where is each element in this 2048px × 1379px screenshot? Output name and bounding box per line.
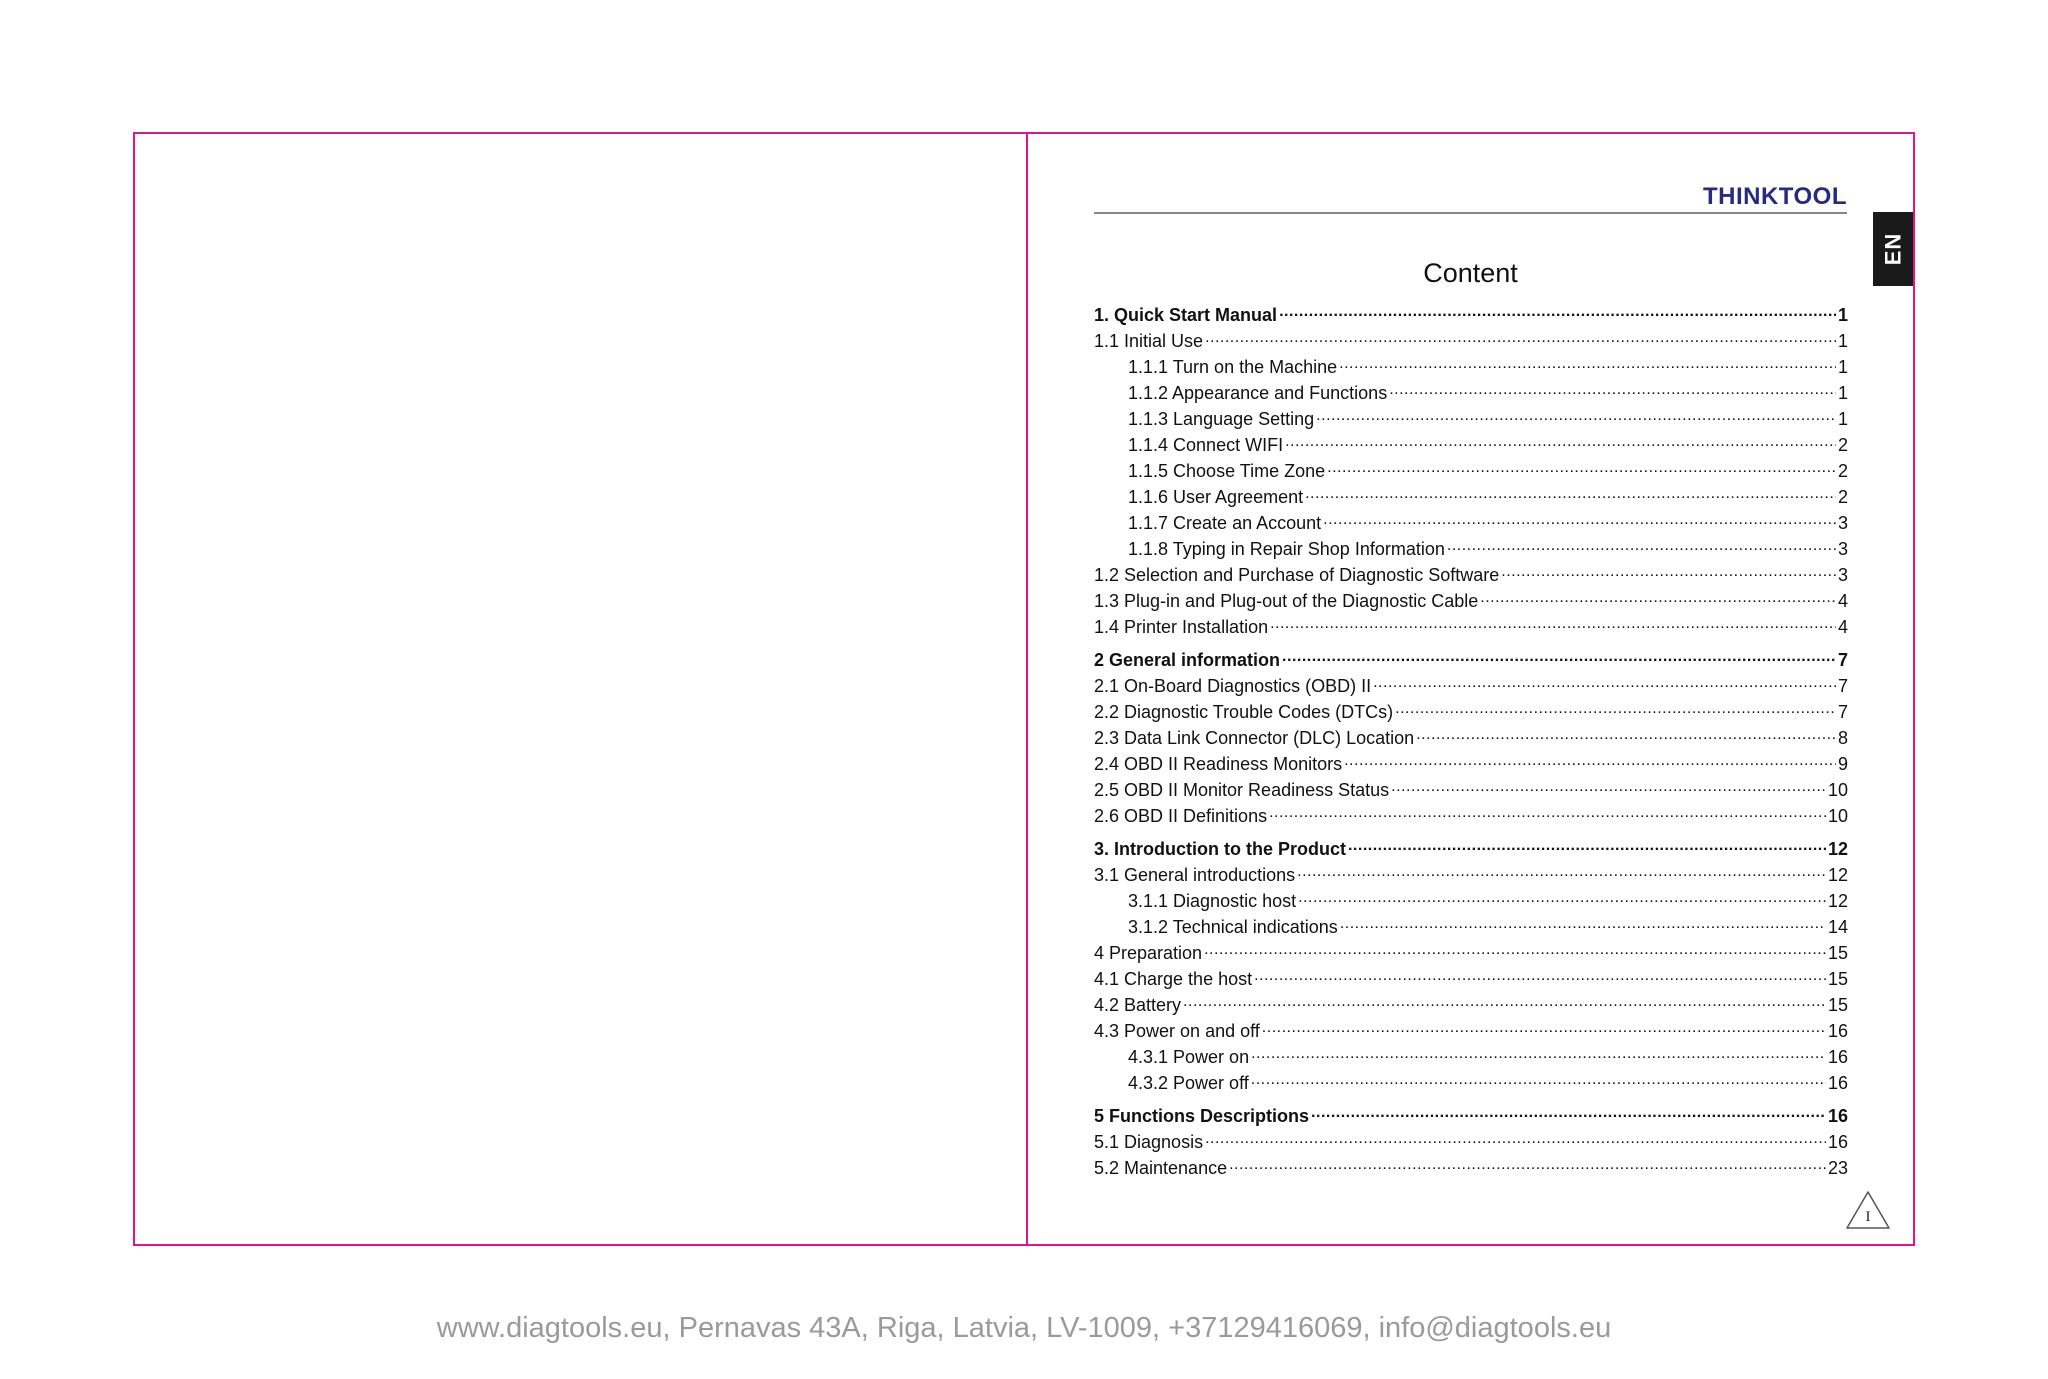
toc-dot-leader (1395, 697, 1836, 723)
toc-entry[interactable] (1094, 430, 1848, 456)
toc-entry[interactable] (1094, 1101, 1848, 1127)
toc-dot-leader (1344, 749, 1836, 775)
toc-entry[interactable] (1094, 1068, 1848, 1094)
toc-entry-label: 1.1.5 Choose Time Zone (1128, 461, 1326, 481)
toc-entry[interactable] (1094, 1153, 1848, 1179)
toc-entry-label: 1.1.8 Typing in Repair Shop Information (1128, 539, 1445, 559)
toc-entry[interactable] (1094, 671, 1848, 697)
toc-dot-leader (1447, 534, 1836, 560)
toc-entry-page: 2 (1837, 461, 1848, 481)
toc-entry-page: 15 (1827, 995, 1848, 1015)
toc-entry-label: 4.2 Battery (1094, 995, 1182, 1015)
toc-entry-page: 7 (1837, 650, 1848, 670)
footer-contact: www.diagtools.eu, Pernavas 43A, Riga, Latvia, LV-1009, +37129416069, info@diagtools.eu (436, 1312, 1612, 1344)
toc-entry-page: 15 (1827, 969, 1848, 989)
toc-entry-label: 2.1 On-Board Diagnostics (OBD) II (1094, 676, 1372, 696)
toc-entry-page: 3 (1837, 565, 1848, 585)
toc-entry-label: 5.1 Diagnosis (1094, 1132, 1204, 1152)
toc-entry-page: 16 (1827, 1132, 1848, 1152)
toc-dot-leader (1298, 886, 1826, 912)
toc-dot-leader (1205, 326, 1836, 352)
toc-entry-page: 16 (1827, 1047, 1848, 1067)
toc-dot-leader (1311, 1101, 1826, 1127)
toc-entry[interactable] (1094, 560, 1848, 586)
toc-entry[interactable] (1094, 1016, 1848, 1042)
toc-entry-label: 4.1 Charge the host (1094, 969, 1253, 989)
toc-entry[interactable] (1094, 300, 1848, 326)
toc-dot-leader (1205, 1127, 1826, 1153)
toc-entry-label: 5 Functions Descriptions (1094, 1106, 1310, 1126)
toc-entry[interactable] (1094, 508, 1848, 534)
toc-dot-leader (1282, 645, 1836, 671)
toc-dot-leader (1279, 300, 1836, 326)
toc-entry-page: 15 (1827, 943, 1848, 963)
toc-entry-label: 1.1.2 Appearance and Functions (1128, 383, 1388, 403)
toc-entry-page: 4 (1837, 617, 1848, 637)
toc-dot-leader (1262, 1016, 1826, 1042)
toc-entry[interactable] (1094, 326, 1848, 352)
toc-entry-label: 1. Quick Start Manual (1094, 305, 1278, 325)
toc-entry-page: 1 (1837, 383, 1848, 403)
language-tab (1873, 212, 1913, 286)
toc-entry-label: 3.1.1 Diagnostic host (1128, 891, 1297, 911)
language-tab-label: EN (1880, 232, 1905, 266)
toc-entry-label: 5.2 Maintenance (1094, 1158, 1228, 1178)
toc-entry[interactable] (1094, 378, 1848, 404)
toc-entry-page: 16 (1827, 1073, 1848, 1093)
toc-entry[interactable] (1094, 775, 1848, 801)
toc-entry-label: 1.4 Printer Installation (1094, 617, 1269, 637)
toc-entry[interactable] (1094, 964, 1848, 990)
toc-entry-label: 1.1.3 Language Setting (1128, 409, 1315, 429)
table-of-contents (1094, 300, 1848, 1179)
toc-entry-label: 3.1.2 Technical indications (1128, 917, 1338, 937)
toc-entry[interactable] (1094, 612, 1848, 638)
toc-dot-leader (1270, 612, 1836, 638)
toc-entry-page: 12 (1827, 865, 1848, 885)
toc-entry-label: 2.6 OBD II Definitions (1094, 806, 1268, 826)
toc-entry-page: 10 (1827, 806, 1848, 826)
toc-entry[interactable] (1094, 534, 1848, 560)
toc-entry[interactable] (1094, 938, 1848, 964)
manual-spread (133, 132, 1915, 1246)
toc-dot-leader (1269, 801, 1826, 827)
toc-entry-label: 2.3 Data Link Connector (DLC) Location (1094, 728, 1415, 748)
toc-entry[interactable] (1094, 834, 1848, 860)
toc-entry[interactable] (1094, 886, 1848, 912)
toc-entry-label: 3.1 General introductions (1094, 865, 1296, 885)
toc-entry[interactable] (1094, 697, 1848, 723)
toc-dot-leader (1480, 586, 1836, 612)
toc-entry-page: 8 (1837, 728, 1848, 748)
toc-entry[interactable] (1094, 1042, 1848, 1068)
toc-entry-label: 2 General information (1094, 650, 1281, 670)
toc-dot-leader (1229, 1153, 1826, 1179)
toc-dot-leader (1327, 456, 1836, 482)
toc-dot-leader (1323, 508, 1836, 534)
toc-entry[interactable] (1094, 482, 1848, 508)
toc-dot-leader (1183, 990, 1826, 1016)
toc-dot-leader (1391, 775, 1826, 801)
toc-entry-label: 4 Preparation (1094, 943, 1203, 963)
toc-entry-page: 2 (1837, 487, 1848, 507)
toc-entry[interactable] (1094, 990, 1848, 1016)
toc-entry[interactable] (1094, 912, 1848, 938)
toc-entry-label: 1.1.6 User Agreement (1128, 487, 1304, 507)
toc-entry[interactable] (1094, 801, 1848, 827)
toc-entry-page: 14 (1827, 917, 1848, 937)
toc-entry-page: 12 (1827, 839, 1848, 859)
toc-entry-label: 1.2 Selection and Purchase of Diagnostic Software (1094, 565, 1500, 585)
page-number-badge (1845, 1190, 1891, 1230)
toc-entry-label: 2.4 OBD II Readiness Monitors (1094, 754, 1343, 774)
toc-entry[interactable] (1094, 749, 1848, 775)
toc-entry-page: 7 (1837, 702, 1848, 722)
toc-entry-page: 4 (1837, 591, 1848, 611)
toc-entry-label: 1.1.4 Connect WIFI (1128, 435, 1284, 455)
toc-entry-label: 1.1 Initial Use (1094, 331, 1204, 351)
toc-entry-page: 7 (1837, 676, 1848, 696)
toc-dot-leader (1254, 964, 1826, 990)
toc-entry-label: 4.3 Power on and off (1094, 1021, 1260, 1041)
toc-dot-leader (1373, 671, 1836, 697)
toc-entry-page: 16 (1827, 1021, 1848, 1041)
toc-entry-label: 4.3.2 Power off (1128, 1073, 1249, 1093)
toc-dot-leader (1501, 560, 1836, 586)
toc-entry-page: 1 (1837, 357, 1848, 377)
toc-entry-page: 23 (1827, 1158, 1848, 1178)
toc-entry[interactable] (1094, 352, 1848, 378)
toc-dot-leader (1389, 378, 1836, 404)
toc-dot-leader (1285, 430, 1836, 456)
toc-entry-label: 1.1.1 Turn on the Machine (1128, 357, 1338, 377)
toc-entry-label: 2.5 OBD II Monitor Readiness Status (1094, 780, 1390, 800)
toc-entry-page: 1 (1837, 409, 1848, 429)
toc-entry[interactable] (1094, 586, 1848, 612)
toc-entry[interactable] (1094, 860, 1848, 886)
toc-entry[interactable] (1094, 404, 1848, 430)
brand-logo: THINKTOOL (1702, 183, 1847, 210)
header-rule (1094, 212, 1847, 214)
toc-entry[interactable] (1094, 456, 1848, 482)
toc-dot-leader (1339, 352, 1836, 378)
toc-dot-leader (1204, 938, 1826, 964)
page-number: I (1865, 1209, 1871, 1225)
toc-entry[interactable] (1094, 723, 1848, 749)
toc-entry-page: 1 (1837, 331, 1848, 351)
toc-dot-leader (1251, 1042, 1826, 1068)
toc-entry-page: 1 (1837, 305, 1848, 325)
toc-entry[interactable] (1094, 645, 1848, 671)
toc-entry[interactable] (1094, 1127, 1848, 1153)
toc-entry-page: 2 (1837, 435, 1848, 455)
toc-entry-label: 3. Introduction to the Product (1094, 839, 1346, 859)
contents-page (1028, 134, 1913, 1244)
toc-entry-label: 1.1.7 Create an Account (1128, 513, 1322, 533)
toc-dot-leader (1297, 860, 1826, 886)
toc-dot-leader (1348, 834, 1826, 860)
toc-entry-page: 3 (1837, 513, 1848, 533)
toc-dot-leader (1340, 912, 1826, 938)
toc-entry-page: 12 (1827, 891, 1848, 911)
toc-entry-page: 16 (1827, 1106, 1848, 1126)
toc-entry-page: 10 (1827, 780, 1848, 800)
toc-entry-label: 1.3 Plug-in and Plug-out of the Diagnostic Cable (1094, 591, 1479, 611)
toc-entry-page: 9 (1837, 754, 1848, 774)
toc-title: Content (1423, 258, 1518, 288)
toc-dot-leader (1316, 404, 1836, 430)
toc-entry-label: 2.2 Diagnostic Trouble Codes (DTCs) (1094, 702, 1394, 722)
toc-dot-leader (1251, 1068, 1826, 1094)
toc-entry-page: 3 (1837, 539, 1848, 559)
toc-dot-leader (1416, 723, 1836, 749)
toc-dot-leader (1305, 482, 1836, 508)
toc-entry-label: 4.3.1 Power on (1128, 1047, 1250, 1067)
